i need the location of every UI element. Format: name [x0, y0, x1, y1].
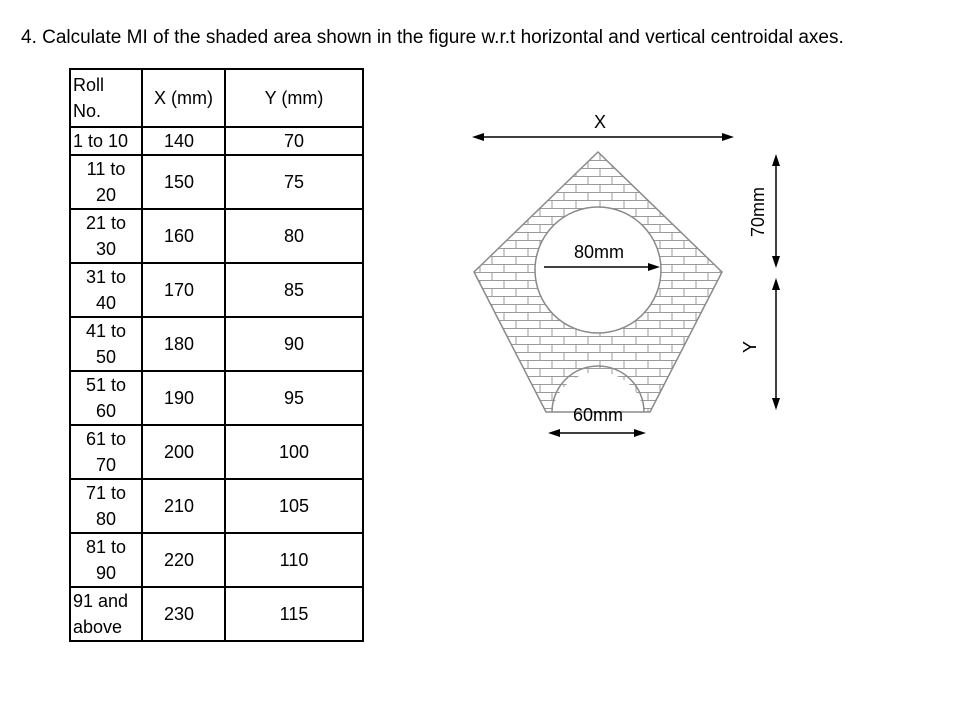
- y-bottom-arrowhead: [772, 398, 780, 410]
- question-text: 4. Calculate MI of the shaded area shown in the figure w.r.t horizontal and vertical centroidal axes.: [21, 27, 844, 48]
- x-value-cell: 200: [142, 425, 225, 479]
- table-header-row: [70, 69, 363, 127]
- semicircle-diameter-label: 60mm: [572, 405, 624, 425]
- y-value-cell: 85: [225, 263, 363, 317]
- y-value-cell: 115: [225, 587, 363, 641]
- table-row: [70, 155, 363, 209]
- roll-cell: 21 to 30: [70, 209, 142, 263]
- x-value-cell: 160: [142, 209, 225, 263]
- x-value-cell: 220: [142, 533, 225, 587]
- semicircle-left-arrowhead: [548, 429, 560, 437]
- table-row: [70, 317, 363, 371]
- y-value-cell: 70: [225, 127, 363, 155]
- roll-cell: 61 to 70: [70, 425, 142, 479]
- table-row: [70, 587, 363, 641]
- y-dimension-label: Y: [740, 340, 760, 354]
- height-70mm-label: 70mm: [748, 186, 768, 238]
- x-value-cell: 170: [142, 263, 225, 317]
- table-row: [70, 127, 363, 155]
- semicircle-right-arrowhead: [634, 429, 646, 437]
- table-row: [70, 209, 363, 263]
- roll-cell: 51 to 60: [70, 371, 142, 425]
- x-value-cell: 150: [142, 155, 225, 209]
- height-70mm-bottom-arrowhead: [772, 256, 780, 268]
- table-row: [70, 425, 363, 479]
- x-right-arrowhead: [722, 133, 734, 141]
- roll-cell: 1 to 10: [70, 127, 142, 155]
- roll-cell: 71 to 80: [70, 479, 142, 533]
- y-value-cell: 105: [225, 479, 363, 533]
- roll-cell: 91 and above: [70, 587, 142, 641]
- roll-cell: 81 to 90: [70, 533, 142, 587]
- roll-cell: 31 to 40: [70, 263, 142, 317]
- x-value-cell: 140: [142, 127, 225, 155]
- height-70mm-top-arrowhead: [772, 154, 780, 166]
- y-value-cell: 75: [225, 155, 363, 209]
- shaded-area-figure: [465, 100, 795, 440]
- x-value-cell: 210: [142, 479, 225, 533]
- header-x: X (mm): [142, 69, 225, 127]
- roll-cell: 11 to 20: [70, 155, 142, 209]
- y-value-cell: 90: [225, 317, 363, 371]
- table-row: [70, 533, 363, 587]
- pentagon-shaded-region: [474, 152, 722, 412]
- x-value-cell: 230: [142, 587, 225, 641]
- y-value-cell: 80: [225, 209, 363, 263]
- table-row: [70, 263, 363, 317]
- x-value-cell: 190: [142, 371, 225, 425]
- table-row: [70, 479, 363, 533]
- header-y: Y (mm): [225, 69, 363, 127]
- y-top-arrowhead: [772, 278, 780, 290]
- roll-cell: 41 to 50: [70, 317, 142, 371]
- x-value-cell: 180: [142, 317, 225, 371]
- y-value-cell: 110: [225, 533, 363, 587]
- y-value-cell: 100: [225, 425, 363, 479]
- x-left-arrowhead: [472, 133, 484, 141]
- header-roll-no: Roll No.: [70, 69, 142, 127]
- y-value-cell: 95: [225, 371, 363, 425]
- roll-number-table: [69, 68, 364, 642]
- table-row: [70, 371, 363, 425]
- x-dimension-label: X: [593, 112, 607, 132]
- circle-diameter-label: 80mm: [573, 242, 625, 262]
